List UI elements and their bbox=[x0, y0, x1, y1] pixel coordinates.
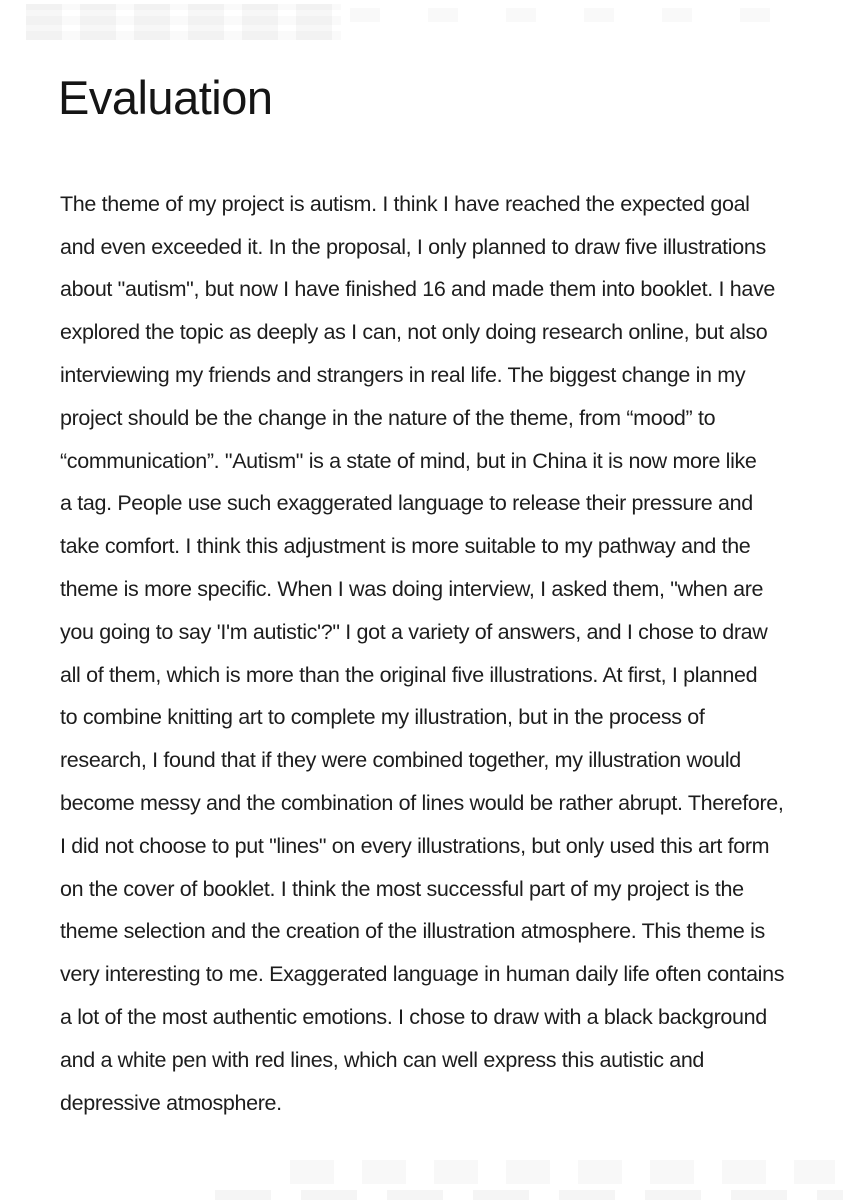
paragraph-line: interviewing my friends and strangers in real life. The biggest change in my bbox=[60, 363, 746, 388]
paragraph-line: theme is more specific. When I was doing interview, I asked them, "when are bbox=[60, 577, 764, 602]
paragraph-line: very interesting to me. Exaggerated language in human daily life often contains bbox=[60, 962, 785, 987]
paragraph-line: research, I found that if they were combined together, my illustration would bbox=[60, 748, 741, 773]
paragraph-line: I did not choose to put "lines" on every illustrations, but only used this art form bbox=[60, 833, 770, 858]
paragraph-line: become messy and the combination of lines would be rather abrupt. Therefore, bbox=[60, 791, 784, 816]
body-paragraph bbox=[60, 183, 822, 1125]
paragraph-line: and even exceeded it. In the proposal, I only planned to draw five illustrations bbox=[60, 234, 766, 259]
scan-ghosting-bottom-upper bbox=[290, 1160, 835, 1184]
paragraph-line: project should be the change in the nature of the theme, from “mood” to bbox=[60, 405, 716, 430]
scan-ghosting-bottom-edge bbox=[215, 1190, 843, 1200]
page-title: Evaluation bbox=[58, 71, 273, 124]
paragraph-line: on the cover of booklet. I think the most successful part of my project is the bbox=[60, 876, 744, 901]
paragraph-line: you going to say 'I'm autistic'?" I got a variety of answers, and I chose to draw bbox=[60, 619, 768, 644]
paragraph-line: theme selection and the creation of the illustration atmosphere. This theme is bbox=[60, 919, 765, 944]
scan-ghosting-top-left bbox=[26, 4, 341, 40]
paragraph-line: all of them, which is more than the original five illustrations. At first, I planned bbox=[60, 662, 758, 687]
paragraph-line: depressive atmosphere. bbox=[60, 1090, 282, 1115]
paragraph-line: a lot of the most authentic emotions. I chose to draw with a black background bbox=[60, 1005, 767, 1030]
paragraph-line: “communication”. "Autism" is a state of mind, but in China it is now more like bbox=[60, 448, 757, 473]
paragraph-line: a tag. People use such exaggerated language to release their pressure and bbox=[60, 491, 753, 516]
paragraph-line: take comfort. I think this adjustment is more suitable to my pathway and the bbox=[60, 534, 751, 559]
paragraph-line: and a white pen with red lines, which can well express this autistic and bbox=[60, 1047, 705, 1072]
paragraph-line: The theme of my project is autism. I think I have reached the expected goal bbox=[60, 191, 750, 216]
paragraph-line: to combine knitting art to complete my illustration, but in the process of bbox=[60, 705, 705, 730]
paragraph-line: about "autism", but now I have finished 16 and made them into booklet. I have bbox=[60, 277, 776, 302]
scan-ghosting-top-right bbox=[350, 8, 770, 22]
paragraph-line: explored the topic as deeply as I can, not only doing research online, but also bbox=[60, 320, 768, 345]
